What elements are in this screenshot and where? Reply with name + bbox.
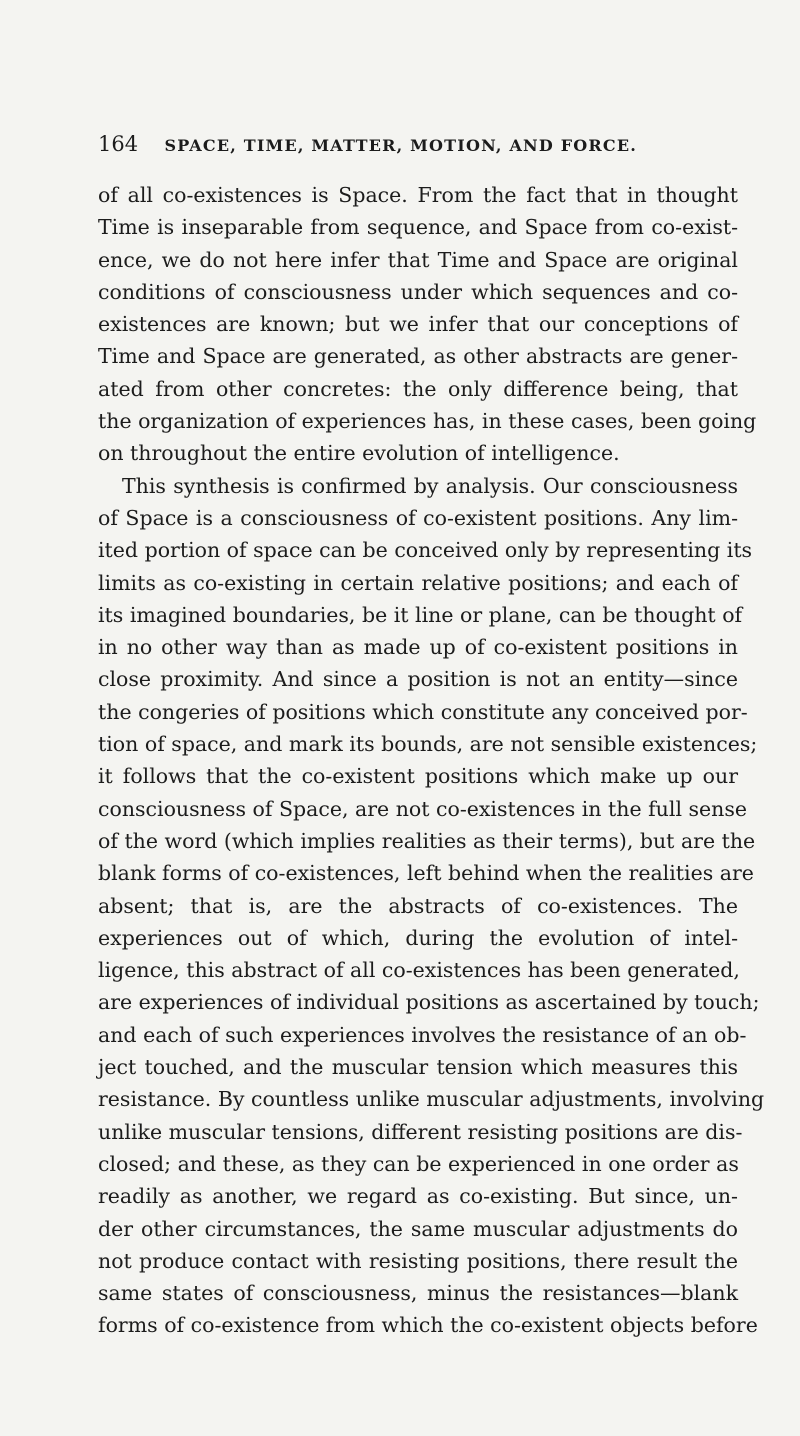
text-line: Time is inseparable from sequence, and Space from co-exist- bbox=[98, 215, 738, 240]
text-line: readily as another, we regard as co-existing. But since, un- bbox=[98, 1184, 738, 1209]
text-line: not produce contact with resisting positions, there result the bbox=[98, 1248, 738, 1273]
text-line: the organization of experiences has, in these cases, been going bbox=[98, 409, 757, 434]
text-line: conditions of consciousness under which sequences and co- bbox=[98, 279, 738, 304]
text-line: resistance. By countless unlike muscular adjustments, involving bbox=[98, 1087, 765, 1112]
page-number: 164 bbox=[98, 132, 139, 156]
text-line: limits as co-existing in certain relative positions; and each of bbox=[98, 570, 738, 595]
text-line: of the word (which implies realities as their terms), but are the bbox=[98, 828, 756, 853]
text-line: of Space is a consciousness of co-existent positions. Any lim- bbox=[98, 505, 738, 530]
text-line: close proximity. And since a position is not an entity—since bbox=[98, 667, 738, 692]
text-line: on throughout the entire evolution of intelligence. bbox=[98, 441, 620, 466]
paragraph-start-line: This synthesis is confirmed by analysis. Our consciousness bbox=[122, 473, 738, 498]
text-line: existences are known; but we infer that our conceptions of bbox=[98, 312, 738, 337]
text-line: unlike muscular tensions, different resisting positions are dis- bbox=[98, 1119, 743, 1144]
text-line: its imagined boundaries, be it line or plane, can be thought of bbox=[98, 602, 743, 627]
body-text bbox=[98, 179, 765, 1342]
text-line: closed; and these, as they can be experienced in one order as bbox=[98, 1151, 739, 1176]
text-line: in no other way than as made up of co-existent positions in bbox=[98, 635, 738, 660]
text-line: consciousness of Space, are not co-existences in the full sense bbox=[98, 796, 748, 821]
text-line: ligence, this abstract of all co-existences has been generated, bbox=[98, 958, 740, 983]
text-line: ited portion of space can be conceived only by representing its bbox=[98, 538, 753, 563]
text-line: der other circumstances, the same muscular adjustments do bbox=[98, 1216, 738, 1241]
text-line: and each of such experiences involves the resistance of an ob- bbox=[98, 1022, 747, 1047]
text-line: tion of space, and mark its bounds, are not sensible existences; bbox=[98, 732, 758, 757]
text-line: Time and Space are generated, as other abstracts are gener- bbox=[98, 344, 738, 369]
text-line: ject touched, and the muscular tension which measures this bbox=[98, 1055, 738, 1080]
text-line: forms of co-existence from which the co-existent objects before bbox=[98, 1313, 758, 1338]
text-line: experiences out of which, during the evolution of intel- bbox=[98, 925, 738, 950]
text-line: it follows that the co-existent positions which make up our bbox=[98, 764, 738, 789]
text-line: are experiences of individual positions as ascertained by touch; bbox=[98, 990, 760, 1015]
text-line: ated from other concretes: the only difference being, that bbox=[98, 376, 738, 401]
text-line: the congeries of positions which constitute any conceived por- bbox=[98, 699, 748, 724]
running-header bbox=[98, 131, 718, 159]
text-line: of all co-existences is Space. From the fact that in thought bbox=[98, 183, 738, 207]
text-line: absent; that is, are the abstracts of co-existences. The bbox=[98, 893, 738, 918]
text-line: same states of consciousness, minus the resistances—blank bbox=[98, 1281, 738, 1306]
text-line: ence, we do not here infer that Time and Space are original bbox=[98, 247, 738, 272]
running-title: SPACE, TIME, MATTER, MOTION, AND FORCE. bbox=[164, 136, 638, 155]
text-line: blank forms of co-existences, left behind when the realities are bbox=[98, 861, 754, 886]
